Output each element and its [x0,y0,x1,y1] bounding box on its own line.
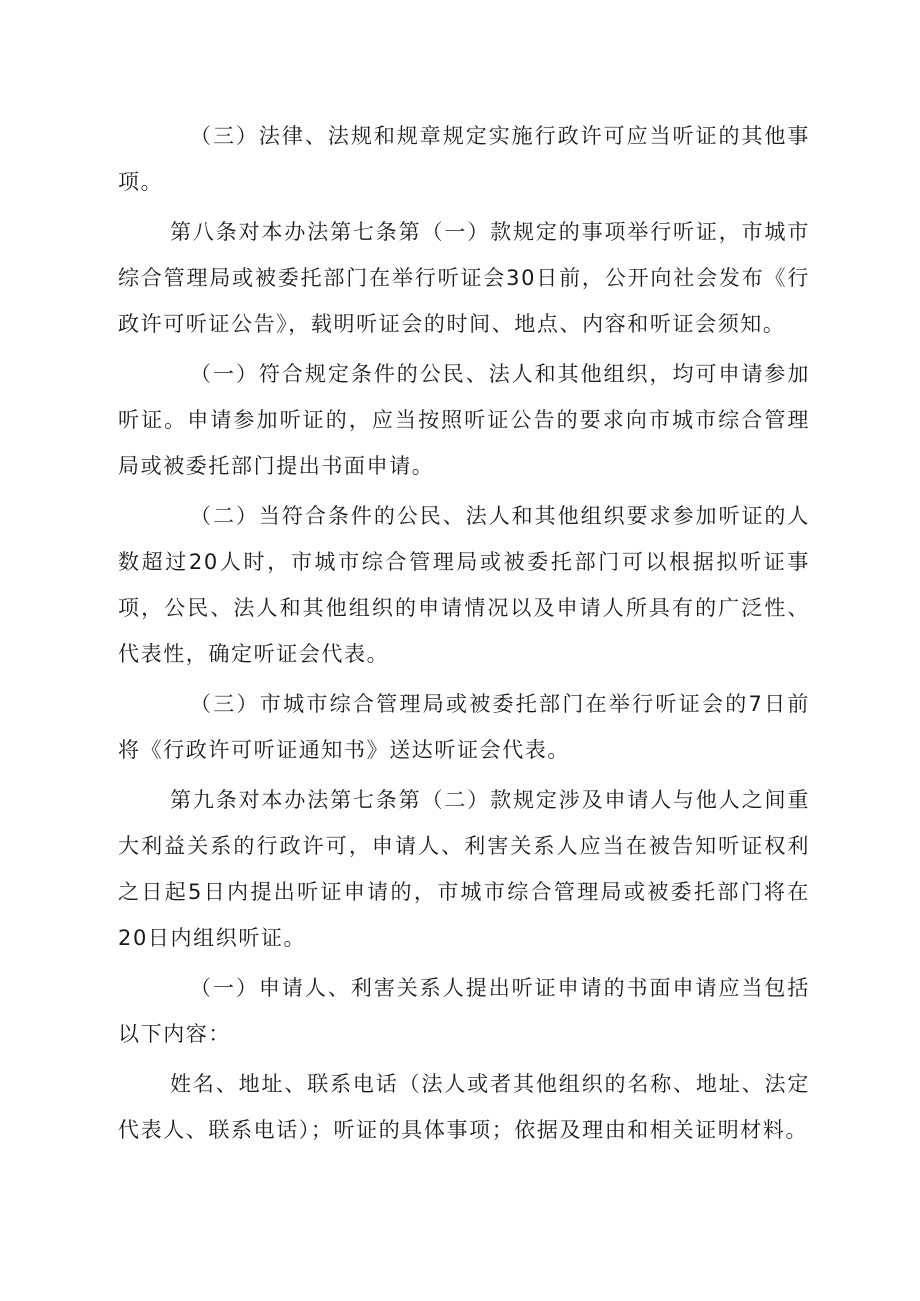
paragraph-item-3-other-matters: （三）法律、法规和规章规定实施行政许可应当听证的其他事项。 [118,124,810,194]
article-9-paragraph: 第九条对本办法第七条第（二）款规定涉及申请人与他人之间重大利益关系的行政许可，申请人、利害关系人应当在被告知听证权利之日起5日内提出听证申请的，市城市综合管理局或被委托部门将在20日内组织听证。 [118,788,810,950]
document-body [118,113,810,1153]
application-contents-paragraph: 姓名、地址、联系电话（法人或者其他组织的名称、地址、法定代表人、联系电话）；听证的具体事项；依据及理由和相关证明材料。 [118,1072,810,1142]
article-8-clause-3: （三）市城市综合管理局或被委托部门在举行听证会的7日前将《行政许可听证通知书》送达听证会代表。 [118,692,810,762]
article-9-clause-1: （一）申请人、利害关系人提出听证申请的书面申请应当包括以下内容： [118,976,810,1046]
article-8-paragraph: 第八条对本办法第七条第（一）款规定的事项举行听证，市城市综合管理局或被委托部门在举行听证会30日前，公开向社会发布《行政许可听证公告》，载明听证会的时间、地点、内容和听证会须知。 [118,220,810,336]
article-8-clause-2: （二）当符合条件的公民、法人和其他组织要求参加听证的人数超过20人时，市城市综合管理局或被委托部门可以根据拟听证事项，公民、法人和其他组织的申请情况以及申请人所具有的广泛性、代表性，确定听证会代表。 [118,504,810,666]
article-8-clause-1: （一）符合规定条件的公民、法人和其他组织，均可申请参加听证。申请参加听证的，应当按照听证公告的要求向市城市综合管理局或被委托部门提出书面申请。 [118,362,810,478]
